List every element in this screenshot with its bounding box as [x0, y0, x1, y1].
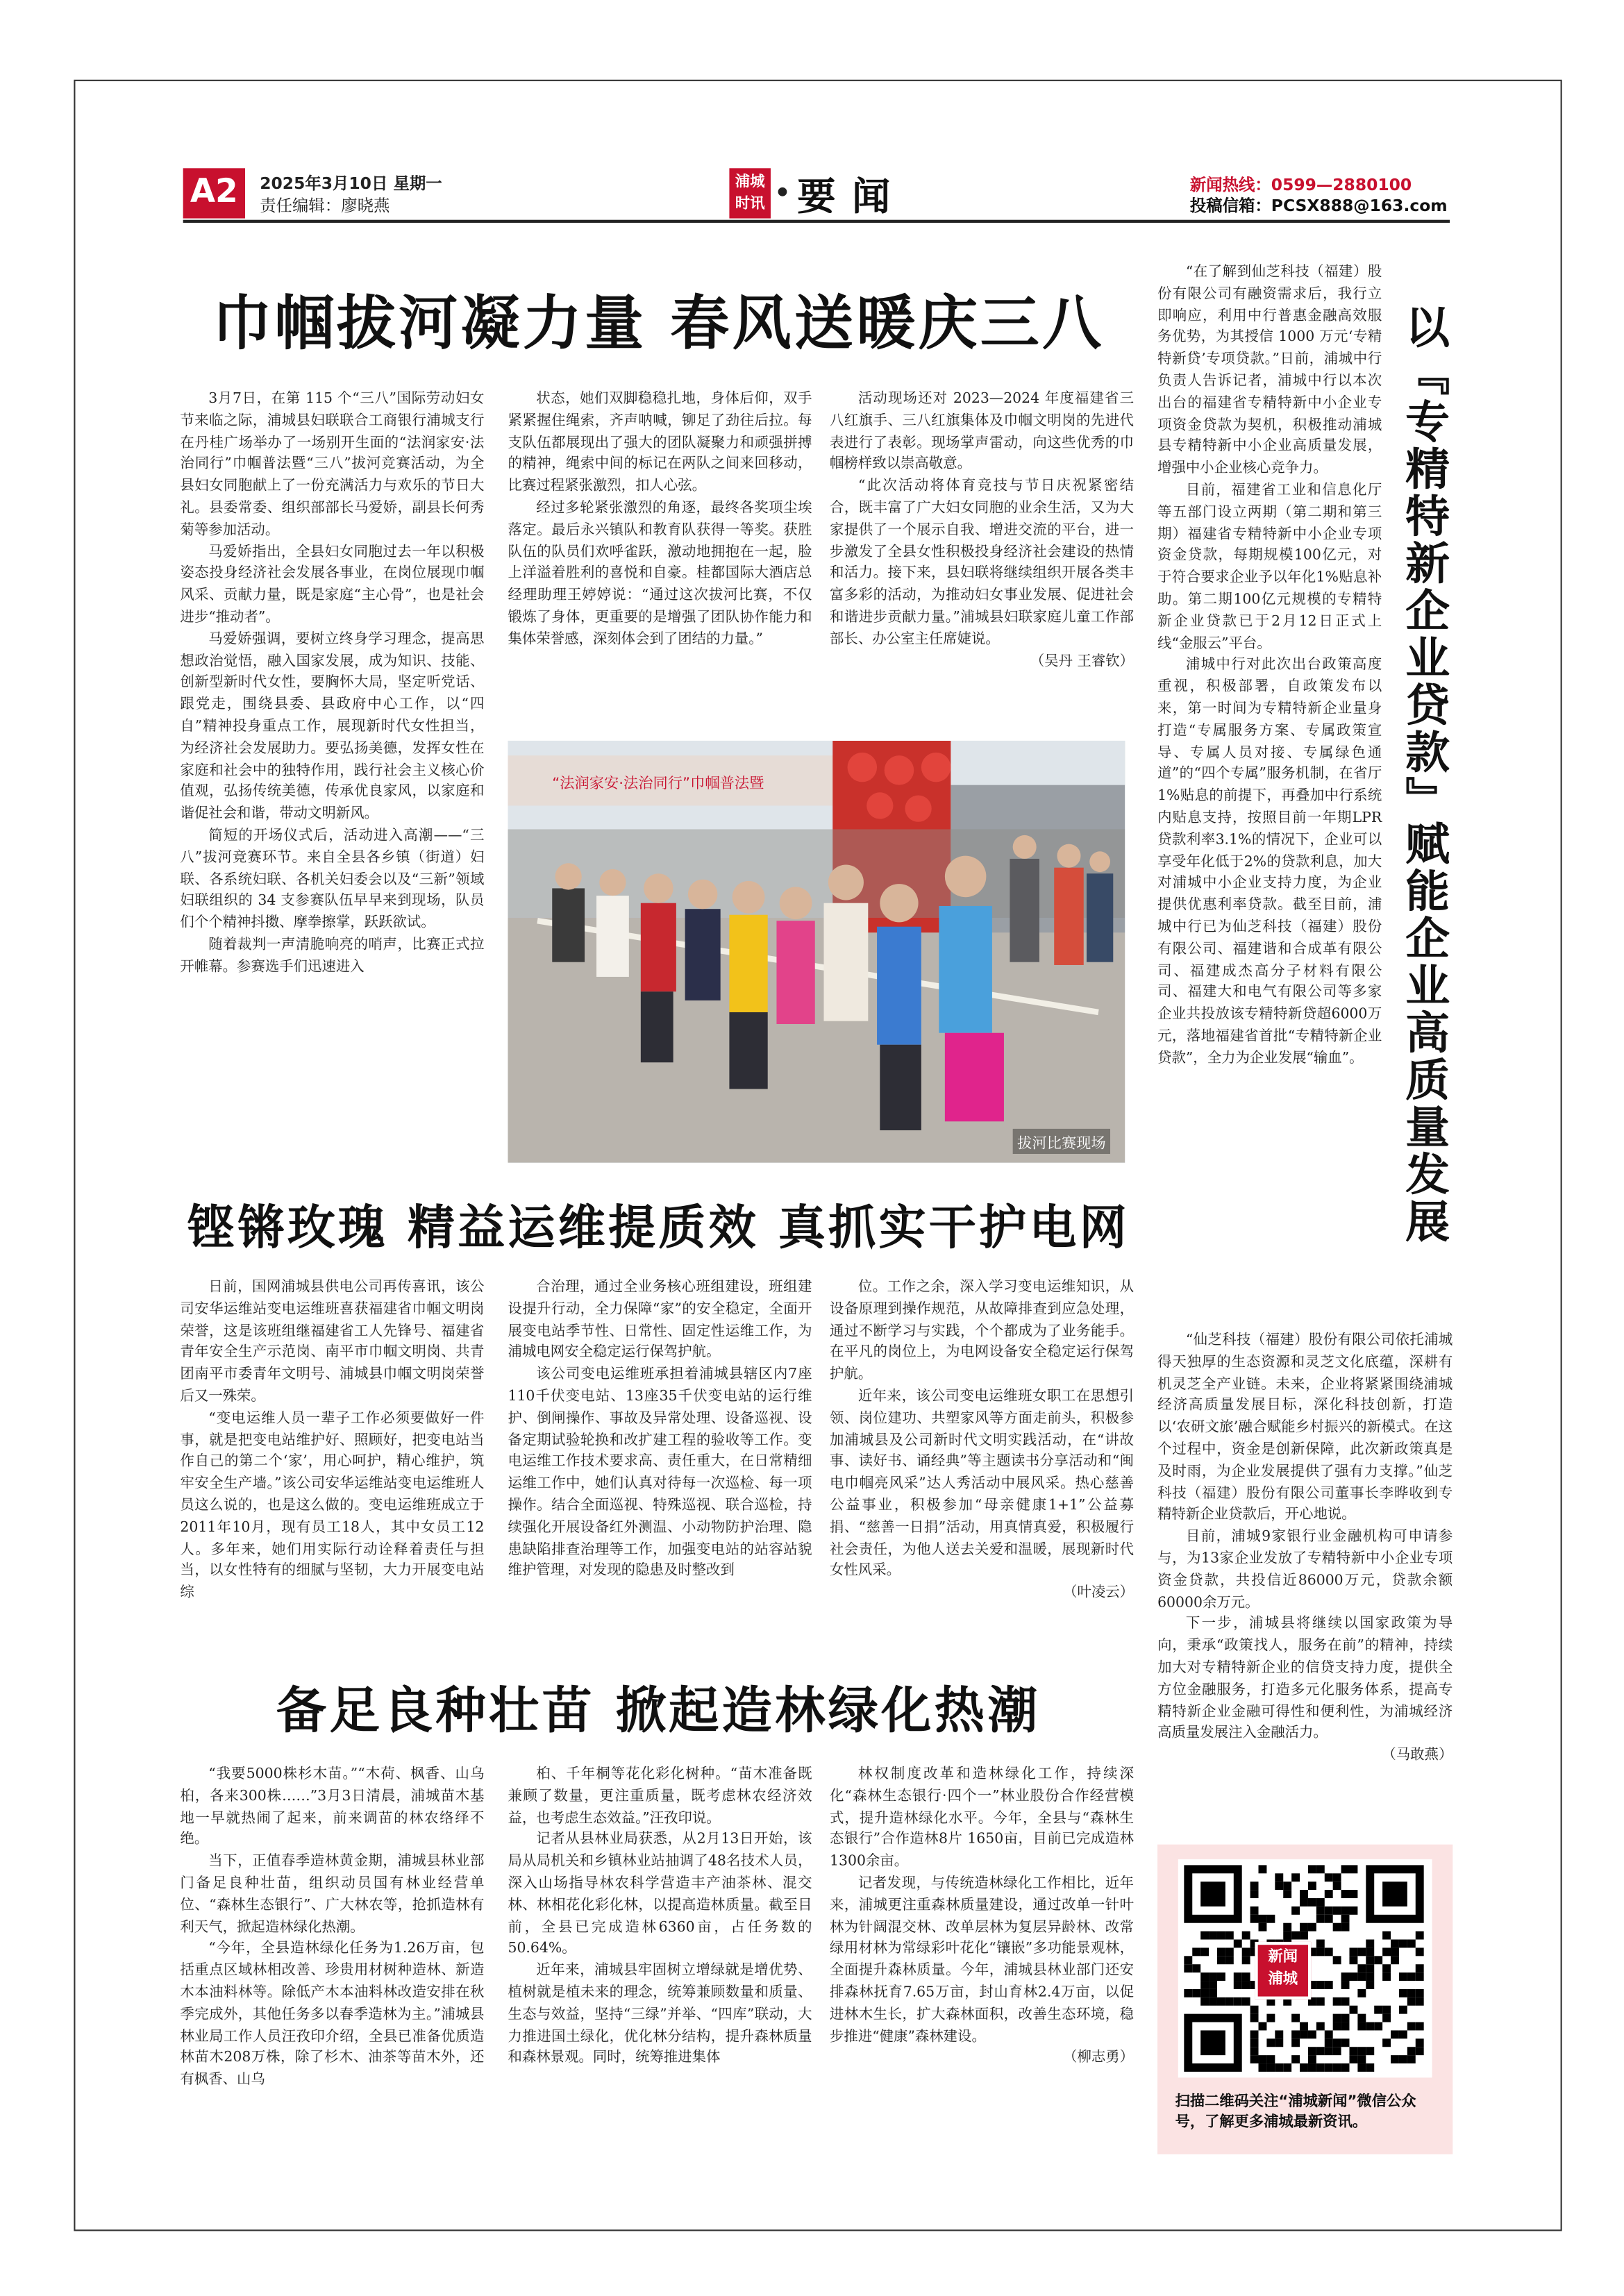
paragraph: 简短的开场仪式后，活动进入高潮——“三八”拔河竞赛环节。来自全县各乡镇（街道）妇联、各系统妇联、各机关妇委会以及“三新”领域妇联组织的 34 支参赛队伍早早来到现场，队员们个个精神抖擞、摩拳擦掌，跃跃欲试。 [180, 828, 485, 932]
editor-line: 责任编辑：廖晓燕 [260, 196, 390, 216]
article1-byline: （吴丹 王睿钦） [1030, 653, 1135, 669]
paragraph: 林权制度改革和造林绿化工作，持续深化“森林生态银行·四个一”林业股份合作经营模式，提升造林绿化水平。今年，全县与“森林生态银行”合作造林8片 1650亩，目前已完成造林 1300余亩。 [830, 1766, 1139, 1870]
paragraph: 近年来，该公司变电运维班女职工在思想引领、岗位建功、共塑家风等方面走前头，积极参加浦城县及公司新时代文明实践活动，在“讲故事、读好书、诵经典”等主题读书分享活动和“闽电巾帼亮风采”达人秀活动中展风采。热心慈善公益事业，积极参加“母亲健康1+1”公益募捐、“慈善一日捐”活动，用真情真爱，积极履行社会责任，为他人送去关爱和温暖，展现新时代女性风采。 [830, 1388, 1135, 1579]
news-hotline: 新闻热线：0599—2880100 [1189, 175, 1412, 195]
qr-badge-bottom: 浦城 [1268, 1971, 1298, 1988]
paragraph: 3月7日，在第 115 个“三八”国际劳动妇女节来临之际，浦城县妇联联合工商银行浦城支行在丹桂广场举办了一场别开生面的“法润家安·法治同行”巾帼普法暨“三八”拔河竞赛活动，为全县妇女同胞献上了一份充满活力与欢乐的节日大礼。县委常委、组织部部长马爱娇，副县长何秀菊等参加活动。 [180, 391, 485, 539]
paragraph: 当下，正值春季造林黄金期，浦城县林业部门备足良种壮苗，组织动员国有林业经营单位、“森林生态银行”、广大林农等，抢抓造林有利天气，掀起造林绿化热潮。 [180, 1853, 485, 1936]
article2-col3 [830, 1278, 1134, 1606]
qr-badge-top: 新闻 [1268, 1949, 1298, 1966]
logo-text-bottom: 时讯 [735, 196, 765, 213]
paragraph: “此次活动将体育竞技与节日庆祝紧密结合，既丰富了广大妇女同胞的业余生活，又为大家提供了一个展示自我、增进交流的平台，进一步激发了全县女性积极投身经济社会建设的热情和活力。接下来，县妇联将继续组织开展各类丰富多彩的活动，为推动妇女事业发展、促进社会和谐进步贡献力量。”浦城县妇联家庭儿童工作部部长、办公室主任席婕说。 [830, 478, 1135, 648]
paragraph: 该公司变电运维班承担着浦城县辖区内7座110千伏变电站、13座35千伏变电站的运行维护、倒闸操作、事故及异常处理、设备巡视、设备定期试验轮换和改扩建工程的验收等工作。变电运维工作技术要求高、责任重大，在日常精细运维工作中，她们认真对待每一次巡检、每一项操作。结合全面巡视、特殊巡视、联合巡检，持续强化开展设备红外测温、小动物防护治理、隐患缺陷排查治理等工作，加强变电站的站容站貌维护管理，对发现的隐患及时整改到 [508, 1366, 812, 1579]
paragraph: “今年，全县造林绿化任务为1.26万亩，包括重点区域林相改善、珍贵用材树种造林、新造木本油料林等。除低产木本油料林改造安排在秋季完成外，其他任务多以春季造林为主。”浦城县林业局工作人员汪孜印介绍，全县已准备优质造林苗木208万株，除了杉木、油茶等苗木外，还有枫香、山乌 [180, 1941, 485, 2088]
article3-col3 [830, 1765, 1139, 2070]
paragraph: 位。工作之余，深入学习变电运维知识，从设备原理到操作规范，从故障排查到应急处理，通过不断学习与实践，个个都成为了业务能手。在平凡的岗位上，为电网设备安全稳定运行保驾护航。 [830, 1279, 1135, 1383]
qr-badge [1255, 1942, 1311, 2000]
article4-col1 [1157, 262, 1382, 1071]
page-number-badge: A2 [183, 168, 245, 218]
qr-caption: 扫描二维码关注“浦城新闻”微信公众号，了解更多浦城最新资讯。 [1175, 2093, 1416, 2131]
article2-headline: 铿锵玫瑰 精益运维提质效 真抓实干护电网 [187, 1199, 1130, 1256]
tug-of-war-photo [508, 741, 1125, 1163]
photo-banner-text: “法润家安·法治同行”巾帼普法暨 [552, 774, 764, 792]
qr-panel [1157, 1845, 1453, 2154]
article3-col2 [508, 1765, 812, 2070]
newspaper-logo [729, 168, 771, 218]
paragraph: “在了解到仙芝科技（福建）股份有限公司有融资需求后，我行立即响应，利用中行普惠金融高效服务优势，为其授信 1000 万元‘专精特新贷’专项贷款。”日前，浦城中行负责人告诉记者，浦城中行以本次出台的福建省专精特新中小企业专项资金贷款为契机，积极推动浦城县专精特新中小企业高质量发展，增强中小企业核心竞争力。 [1157, 264, 1382, 477]
paragraph: 经过多轮紧张激烈的角逐，最终各奖项尘埃落定。最后永兴镇队和教育队获得一等奖。获胜队伍的队员们欢呼雀跃，激动地拥抱在一起，脸上洋溢着胜利的喜悦和自豪。桂都国际大酒店总经理助理王婷婷说：“通过这次拔河比赛，不仅锻炼了身体，更重要的是增强了团队协作能力和集体荣誉感，深刻体会到了团结的力量。” [508, 500, 812, 648]
paragraph: 记者从县林业局获悉，从2月13日开始，该局从局机关和乡镇林业站抽调了48名技术人员，深入山场指导林农科学营造丰产油茶林、混交林、林相花化彩化林，以提高造林质量。截至目前，全县已完成造林6360亩，占任务数的50.64%。 [508, 1832, 812, 1957]
paragraph: 状态，她们双脚稳稳扎地，身体后仰，双手紧紧握住绳索，齐声呐喊，铆足了劲往后拉。每支队伍都展现出了强大的团队凝聚力和顽强拼搏的精神，绳索中间的标记在两队之间来回移动，比赛过程紧张激烈，扣人心弦。 [508, 391, 812, 495]
article4-byline: （马敢燕） [1382, 1747, 1453, 1764]
header-rule [183, 220, 1450, 223]
article2-byline: （叶凌云） [1063, 1584, 1135, 1602]
article3-headline: 备足良种壮苗 掀起造林绿化热潮 [276, 1682, 1041, 1741]
paragraph: 近年来，浦城县牢固树立增绿就是增优势、植树就是植未来的理念，统筹兼顾数量和质量、生态与效益，坚持“三绿”并举、“四库”联动，大力推进国土绿化，优化林分结构，提升森林质量和森林景观。同时，统筹推进集体 [508, 1963, 812, 2067]
paragraph: 浦城中行对此次出台政策高度重视，积极部署，自政策发布以来，第一时间为专精特新企业量身打造“专属服务方案、专属政策宣导、专属人员对接、专属绿色通道”的“四个专属”服务机制，在省厅1%贴息的前提下，再叠加中行系统内贴息支持，按照目前一年期LPR贷款利率3.1%的情况下，企业可以享受年化低于2%的贷款利息，加大对浦城中小企业支持力度，为企业提供优惠利率贷款。截至目前，浦城中行已为仙芝科技（福建）股份有限公司、福建谐和合成革有限公司、福建成杰高分子材料有限公司、福建大和电气有限公司等多家企业共投放该专精特新贷超6000万元，落地福建省首批“专精特新企业贷款”，全力为企业发展“输血”。 [1157, 657, 1382, 1066]
paragraph: 马爱娇强调，要树立终身学习理念，提高思想政治觉悟，融入国家发展，成为知识、技能、创新型新时代女性，要胸怀大局，坚定听党话、跟党走，围绕县委、县政府中心工作，以“四自”精神投身重点工作，展现新时代女性担当，为经济社会发展助力。要弘扬美德，发挥女性在家庭和社会中的独特作用，践行社会主义核心价值观，弘扬传统美德，传承优良家风，以家庭和谐促社会和谐，带动文明新风。 [180, 631, 485, 823]
logo-text-top: 浦城 [735, 174, 765, 191]
paragraph: “仙芝科技（福建）股份有限公司依托浦城得天独厚的生态资源和灵芝文化底蕴，深耕有机灵芝全产业链。未来，企业将紧紧围绕浦城经济高质量发展目标，深化科技创新，打造以‘农研文旅’融合赋能乡村振兴的新模式。在这个过程中，资金是创新保障，此次新政策真是及时雨，为企业发展提供了强有力支撑。”仙芝科技（福建）股份有限公司董事长李晔收到专精特新企业贷款后，开心地说。 [1157, 1332, 1453, 1524]
article4-headline-col1: 以『专精特新企业贷款』 [1396, 303, 1448, 823]
paragraph: 下一步，浦城县将继续以国家政策为导向，秉承“政策找人，服务在前”的精神，持续加大对专精特新企业的信贷支持力度，提供全方位金融服务，打造多元化服务体系，提高专精特新企业金融可得性和便利性，为浦城经济高质量发展注入金融活力。 [1157, 1616, 1453, 1742]
paragraph: 目前，浦城9家银行业金融机构可申请参与，为13家企业发放了专精特新中小企业专项资金贷款，共投信近86000万元，贷款余额60000余万元。 [1157, 1529, 1453, 1611]
article1-col1 [180, 389, 484, 979]
paragraph: 马爱娇指出，全县妇女同胞过去一年以积极姿态投身经济社会发展各事业，在岗位展现巾帼风采、贡献力量，既是家庭“主心骨”，也是社会进步“推动者”。 [180, 544, 485, 626]
section-dot [778, 187, 787, 196]
article4-headline-col2: 赋能企业高质量发展 [1396, 820, 1448, 1246]
submission-email: 投稿信箱：PCSX888@163.com [1189, 196, 1448, 216]
photo-caption: 拔河比赛现场 [1013, 1129, 1110, 1154]
article2-col1 [180, 1278, 484, 1606]
issue-date: 2025年3月10日 星期一 [260, 174, 442, 194]
paragraph: 合治理，通过全业务核心班组建设，班组建设提升行动，全力保障“家”的安全稳定，全面开展变电站季节性、日常性、固定性运维工作，为浦城电网安全稳定运行保驾护航。 [508, 1279, 812, 1361]
paragraph: 活动现场还对 2023—2024 年度福建省三八红旗手、三八红旗集体及巾帼文明岗的先进代表进行了表彰。现场掌声雷动，向这些优秀的巾帼榜样致以崇高敬意。 [830, 391, 1135, 473]
paragraph: 目前，福建省工业和信息化厅等五部门设立两期（第二期和第三期）福建省专精特新中小企业专项资金贷款，每期规模100亿元，对于符合要求企业予以年化1%贴息补助。第二期100亿元规模的专精特新企业贷款已于2月12日正式上线“金服云”平台。 [1157, 482, 1382, 652]
article2-col2 [508, 1278, 812, 1584]
paragraph: “变电运维人员一辈子工作必须要做好一件事，就是把变电站维护好、照顾好，把变电站当作自己的第二个‘家’，用心呵护，精心维护，筑牢安全生产墙。”该公司安华运维站变电运维班人员这么说的，也是这么做的。变电运维班成立于2011年10月，现有员工18人，其中女员工12人。多年来，她们用实际行动诠释着责任与担当，以女性特有的细腻与坚韧，大力开展变电站综 [180, 1410, 485, 1602]
article4-col2 [1157, 1331, 1453, 1768]
paragraph: “我要5000株杉木苗。”“木荷、枫香、山乌桕，各来300株……”3月3日清晨，浦城苗木基地一早就热闹了起来，前来调苗的林农络绎不绝。 [180, 1766, 485, 1848]
article1-col2 [508, 389, 812, 651]
paragraph: 日前，国网浦城县供电公司再传喜讯，该公司安华运维站变电运维班喜获福建省巾帼文明岗荣誉，这是该班组继福建省工人先锋号、福建省青年安全生产示范岗、南平市巾帼文明岗、共青团南平市委青年文明号、浦城县巾帼文明岗荣誉后又一殊荣。 [180, 1279, 485, 1405]
section-title: 要 闻 [797, 175, 892, 220]
article1-headline: 巾帼拔河凝力量 春风送暖庆三八 [212, 290, 1105, 359]
paragraph: 桕、千年桐等花化彩化树种。“苗木准备既兼顾了数量，更注重质量，既考虑林农经济效益，也考虑生态效益。”汪孜印说。 [508, 1766, 812, 1827]
tug-of-war-illustration [508, 741, 1125, 1163]
paragraph: 记者发现，与传统造林绿化工作相比，近年来，浦城更注重森林质量建设，通过改单一针叶林为针阔混交林、改单层林为复层异龄林、改常绿用材林为常绿彩叶花化“镶嵌”多功能景观林，全面提升森林质量。今年，浦城县林业部门还安排森林抚育7.65万亩，封山育林2.4万亩，以促进林木生长，扩大森林面积，改善生态环境，稳步推进“健康”森林建设。 [830, 1875, 1135, 2045]
article3-col1 [180, 1765, 484, 2093]
paragraph: 随着裁判一声清脆响亮的哨声，比赛正式拉开帷幕。参赛选手们迅速进入 [180, 937, 485, 975]
article3-byline: （柳志勇） [1063, 2050, 1135, 2067]
article1-col3 [830, 389, 1134, 673]
